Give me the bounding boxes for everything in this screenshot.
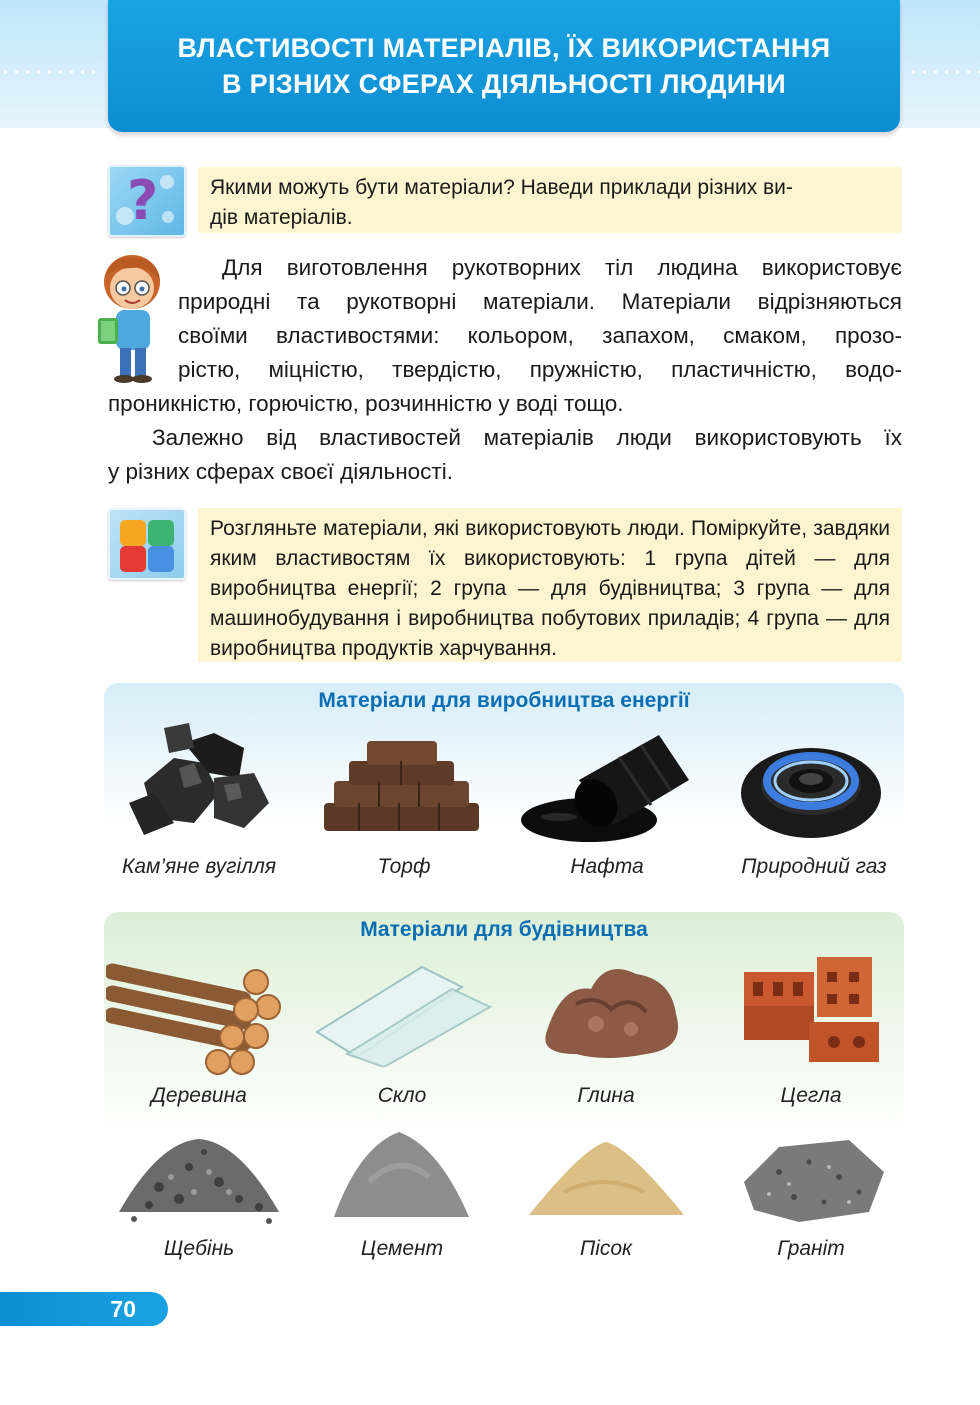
- energy-caption-gas: Природний газ: [741, 855, 887, 878]
- building-caption-glass: Скло: [377, 1084, 427, 1107]
- intro-line-3: своїми властивостями: кольором, запахом, смаком, прозо-: [178, 323, 902, 348]
- question-mark-icon: ?: [108, 165, 186, 237]
- energy-caption-oil: Нафта: [570, 855, 644, 878]
- energy-caption-coal: Кам’яне вугілля: [121, 855, 277, 878]
- building-caption-cement: Цемент: [360, 1237, 444, 1260]
- energy-panel: [104, 683, 904, 888]
- wood-image: [106, 952, 281, 1077]
- clay-image: [536, 954, 686, 1064]
- brick-image: [739, 952, 889, 1072]
- header-dots-left: [0, 70, 100, 74]
- energy-panel-title: Матеріали для виробництва енергії: [318, 689, 690, 712]
- building-caption-wood: Деревина: [151, 1084, 247, 1107]
- building-caption-clay: Глина: [577, 1084, 635, 1107]
- page-title: [108, 0, 900, 132]
- building-caption-sand: Пісок: [580, 1237, 632, 1260]
- building-caption-gravel: Щебінь: [163, 1237, 235, 1260]
- sand-image: [524, 1137, 689, 1222]
- gas-burner-image: [739, 723, 884, 843]
- building-panel-title: Матеріали для будівництва: [360, 918, 648, 941]
- cement-image: [329, 1122, 474, 1227]
- title-line-2: В РІЗНИХ СФЕРАХ ДІЯЛЬНОСТІ ЛЮДИНИ: [222, 69, 786, 99]
- header-dots-right: [908, 70, 980, 74]
- title-line-1: ВЛАСТИВОСТІ МАТЕРІАЛІВ, ЇХ ВИКОРИСТАННЯ: [177, 33, 831, 63]
- building-caption-granite: Граніт: [777, 1237, 845, 1260]
- task-note: Розгляньте матеріали, які використовують люди. Поміркуйте, завдяки яким властивостям їх використовують: 1 група дітей — для виробництва енергії; 2 група — для будівництва; 3 група — для машинобудування і виробництва побутових приладів; 4 група — для виробництва продуктів харчування.: [198, 508, 902, 662]
- puzzle-icon: [108, 508, 186, 580]
- question-line-2: дів матеріалів.: [210, 206, 353, 229]
- question-note: [198, 167, 902, 233]
- glass-image: [312, 962, 492, 1067]
- building-panel: [104, 912, 904, 1282]
- intro-para2-line-2: у різних сферах своєї діяльності.: [108, 459, 453, 484]
- energy-caption-peat: Торф: [377, 855, 431, 878]
- granite-image: [739, 1132, 889, 1227]
- gravel-image: [109, 1127, 284, 1227]
- intro-line-4: рістю, міцністю, твердістю, пружністю, пластичністю, водо-: [178, 357, 902, 382]
- coal-image: [124, 723, 274, 838]
- oil-image: [519, 725, 694, 845]
- intro-line-2: природні та рукотворні матеріали. Матеріали відрізняються: [178, 289, 902, 314]
- page-number: 70: [0, 1292, 168, 1326]
- intro-line-1: Для виготовлення рукотворних тіл людина використовує: [222, 255, 902, 280]
- intro-para2-line-1: Залежно від властивостей матеріалів люди використовують їх: [152, 425, 902, 450]
- boy-illustration: [92, 252, 170, 384]
- peat-image: [319, 733, 484, 838]
- question-line-1: Якими можуть бути матеріали? Наведи приклади різних ви-: [210, 176, 793, 199]
- building-caption-brick: Цегла: [780, 1084, 842, 1107]
- intro-line-5: проникністю, горючістю, розчинністю у воді тощо.: [108, 391, 624, 416]
